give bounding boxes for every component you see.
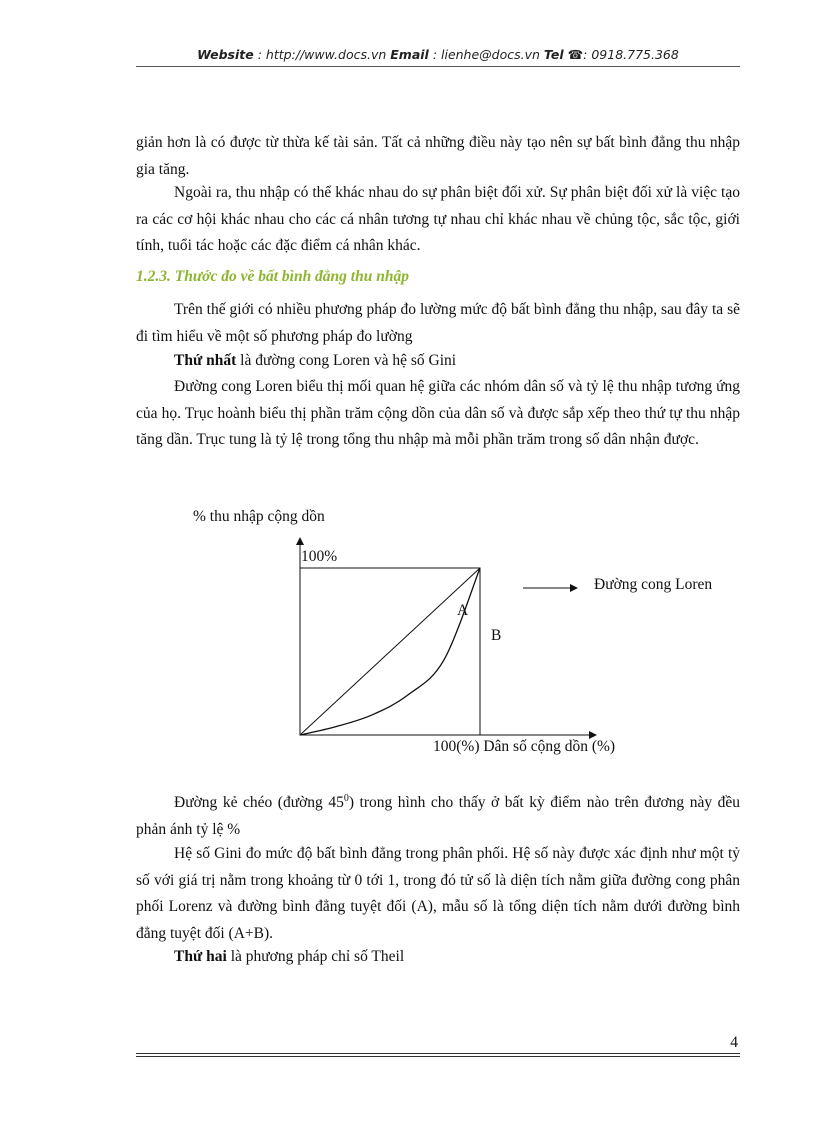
- page-number: 4: [730, 1034, 738, 1051]
- tel-value: : 0918.775.368: [583, 47, 679, 62]
- paragraph-5: Đường cong Loren biểu thị mối quan hệ giữa các nhóm dân số và tỷ lệ thu nhập tương ứng của họ. Trục hoành biểu thị phần trăm cộng dồn của dân số và được sắp xếp theo thứ tự thu nhập tăng dần. Trục tung là tỷ lệ trong tổng thu nhập mà mỗi phần trăm trong số dân nhận được.: [136, 378, 740, 448]
- second-method-text: là phương pháp chỉ số Theil: [226, 948, 405, 965]
- paragraph-8: [136, 944, 740, 971]
- chart-legend-label: Đường cong Loren: [594, 576, 713, 593]
- lorenz-chart: [290, 530, 610, 750]
- first-method-label: Thứ nhất: [174, 352, 237, 369]
- chart-region-b-label: B: [491, 627, 502, 644]
- section-heading: 1.2.3. Thước đo về bất bình đẳng thu nhập: [136, 268, 409, 285]
- equality-line: [300, 568, 480, 735]
- chart-region-a-label: A: [457, 602, 469, 619]
- paragraph-4: [136, 348, 740, 375]
- second-method-label: Thứ hai: [174, 948, 227, 965]
- paragraph-3: Trên thế giới có nhiều phương pháp đo lường mức độ bất bình đẳng thu nhập, sau đây ta sẽ đi tìm hiểu về một số phương pháp đo lường: [136, 301, 740, 345]
- website-label: Website: [197, 47, 254, 62]
- chart-y-top-label: 100%: [301, 548, 338, 565]
- chart-xlabel: 100(%) Dân số cộng dồn (%): [433, 738, 616, 755]
- paragraph-1: giản hơn là có được từ thừa kế tài sản. Tất cả những điều này tạo nên sự bất bình đẳng thu nhập gia tăng.: [136, 134, 740, 178]
- website-value: : http://www.docs.vn: [253, 47, 391, 62]
- first-method-text: là đường cong Loren và hệ số Gini: [236, 352, 457, 369]
- diagonal-text-a: Đường kẻ chéo (đường 45: [174, 794, 344, 811]
- footer-rule-top: [136, 1053, 740, 1054]
- degree-superscript: 0: [343, 792, 349, 804]
- footer-rule-bottom: [136, 1056, 740, 1057]
- header-rule: [136, 66, 740, 67]
- paragraph-7: Hệ số Gini đo mức độ bất bình đẳng trong phân phối. Hệ số này được xác định như một tỷ số với giá trị nằm trong khoảng từ 0 tới 1, trong đó tử số là diện tích nằm giữa đường cong phân phối Lorenz và đường bình đẳng tuyệt đối (A), mẫu số là tổng diện tích nằm dưới đường bình đẳng tuyệt đối (A+B).: [136, 845, 740, 942]
- phone-icon: ☎: [567, 47, 584, 62]
- chart-ylabel: % thu nhập cộng dồn: [193, 508, 325, 525]
- paragraph-6: [136, 790, 740, 843]
- page-header: [136, 47, 740, 62]
- paragraph-2: Ngoài ra, thu nhập có thể khác nhau do sự phân biệt đối xử. Sự phân biệt đối xử là việc tạo ra các cơ hội khác nhau cho các cá nhân tương tự nhau chỉ khác nhau về chủng tộc, sắc tộc, giới tính, tuổi tác hoặc các đặc điểm cá nhân khác.: [136, 184, 740, 254]
- diagonal-text-b: ) trong hình cho thấy ở bất kỳ điểm nào trên đương này đều phản ánh tỷ lệ %: [136, 794, 740, 838]
- email-label: Email: [390, 47, 429, 62]
- tel-label: Tel: [543, 47, 564, 62]
- email-value: : lienhe@docs.vn: [428, 47, 544, 62]
